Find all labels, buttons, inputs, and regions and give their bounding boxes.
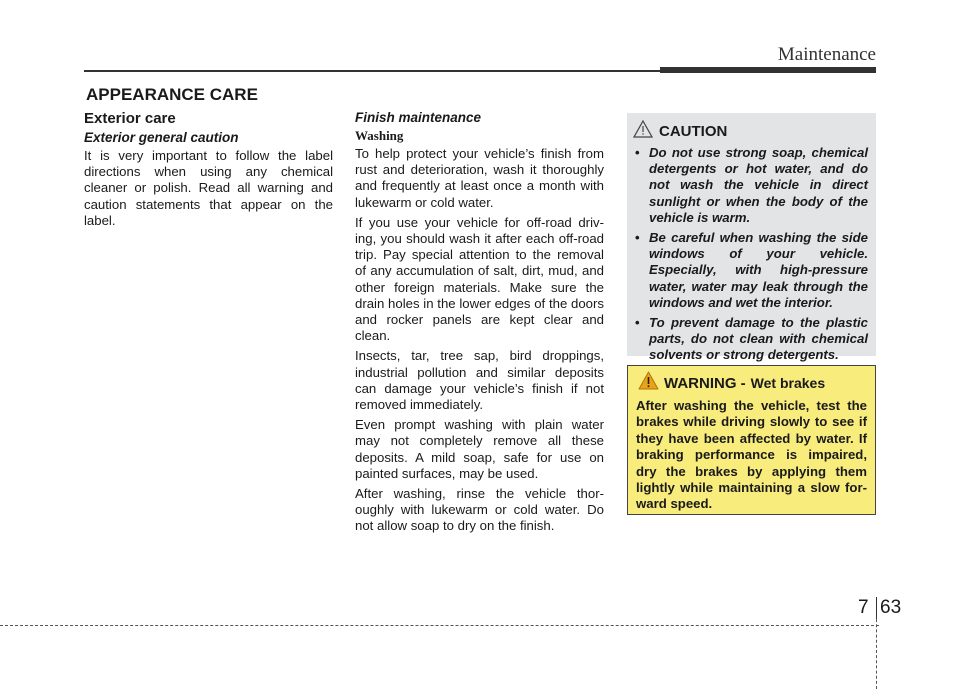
finish-maintenance-heading: Finish maintenance	[355, 110, 482, 125]
caution-list	[635, 145, 868, 364]
header-rule-thin	[84, 70, 660, 72]
footer-chapter-number: 7	[858, 597, 869, 618]
header-title: Maintenance	[777, 44, 876, 65]
caution-item: • Be careful when washing the side windows of your vehicle. Especially, with high-pressure water, water may leak through the windows and wet the interior.	[635, 230, 868, 310]
exterior-general-caution-heading: Exterior general caution	[84, 130, 239, 145]
exterior-care-heading: Exterior care	[84, 110, 176, 127]
warning-title: WARNING -	[664, 374, 746, 392]
section-title: APPEARANCE CARE	[86, 85, 258, 104]
caution-item: • Do not use strong soap, chemical detergents or hot water, and do not wash the vehicle in direct sunlight or when the body of the vehicle is warm.	[635, 145, 868, 225]
caution-item: • To prevent damage to the plastic parts, do not clean with chemical solvents or strong detergents.	[635, 315, 868, 363]
washing-heading: Washing	[355, 128, 404, 143]
warning-text: After washing the vehicle, test the brakes while driving slowly to see if they have been affected by water. If braking performance is impaired, dry the brakes by applying them lightly while maintaining a slow for-ward speed.	[636, 398, 867, 512]
footer-dashed-line	[0, 625, 879, 626]
middle-column	[355, 110, 604, 539]
footer-page-number: 63	[880, 597, 902, 618]
header-rule-thick	[660, 67, 876, 73]
washing-paragraph-1: To help protect your vehicle’s finish from rust and deterioration, wash it thoroughly and frequently at least once a month with lukewarm or cold water.	[355, 146, 604, 210]
caution-box	[627, 113, 876, 363]
caution-triangle-icon	[633, 120, 653, 143]
washing-paragraph-5: After washing, rinse the vehicle thor-oughly with lukewarm or cold water. Do not allow soap to dry on the finish.	[355, 486, 604, 534]
warning-header	[638, 371, 867, 395]
washing-paragraph-4: Even prompt washing with plain water may not completely remove all these deposits. A mild soap, safe for use on painted surfaces, may be used.	[355, 417, 604, 481]
bullet: •	[635, 230, 640, 246]
washing-paragraph-3: Insects, tar, tree sap, bird droppings, industrial pollution and similar deposits can damage your vehicle’s finish if not removed immediately.	[355, 348, 604, 413]
washing-paragraph-2: If you use your vehicle for off-road driv-ing, you should wash it after each off-road trip. Pay special attention to the removal of any accumulation of salt, dirt, mud, and other foreign materials. Make sure the drain holes in the lower edges of the doors and rocker panels are kept clear and clean.	[355, 214, 604, 344]
warning-triangle-icon	[638, 371, 659, 395]
left-column	[84, 110, 333, 233]
warning-subtitle: Wet brakes	[750, 375, 826, 391]
caution-title: CAUTION	[659, 123, 728, 140]
bullet: •	[635, 315, 640, 331]
warning-box	[627, 365, 876, 515]
footer-vertical-line	[876, 614, 877, 689]
exterior-caution-paragraph: It is very important to follow the label directions when using any chemical cleaner or polish. Read all warning and caution statements that appear on the label.	[84, 148, 333, 228]
bullet: •	[635, 145, 640, 160]
caution-header	[633, 120, 868, 143]
footer-divider	[876, 597, 877, 619]
